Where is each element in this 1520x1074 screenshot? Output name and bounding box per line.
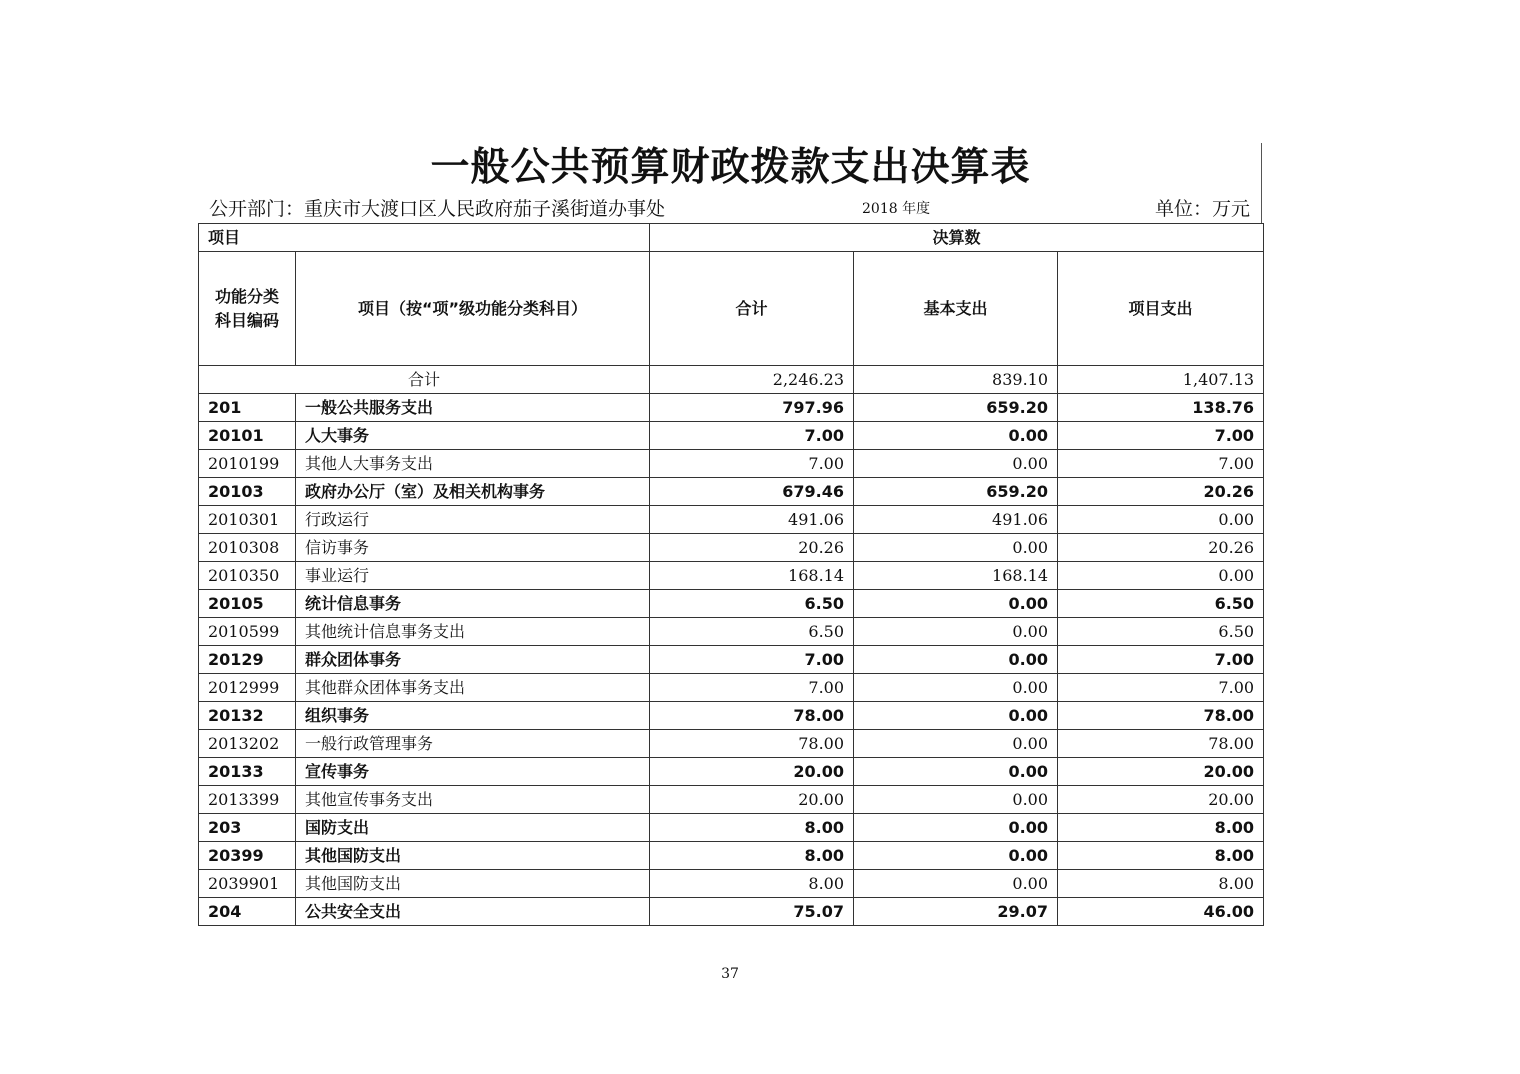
- row-code: 20129: [199, 646, 296, 674]
- row-basic: 0.00: [854, 814, 1058, 842]
- row-basic: 0.00: [854, 842, 1058, 870]
- row-project: 8.00: [1058, 814, 1264, 842]
- table-row: [199, 730, 1264, 758]
- row-code: 2012999: [199, 674, 296, 702]
- summary-total: 2,246.23: [650, 366, 854, 394]
- row-basic: 0.00: [854, 702, 1058, 730]
- row-item-name: 其他宣传事务支出: [296, 786, 650, 814]
- row-basic: 0.00: [854, 870, 1058, 898]
- row-code: 2010199: [199, 450, 296, 478]
- table-row: [199, 786, 1264, 814]
- table-row: [199, 674, 1264, 702]
- table-row: [199, 758, 1264, 786]
- row-total: 20.26: [650, 534, 854, 562]
- row-basic: 29.07: [854, 898, 1058, 926]
- unit-label: 单位：万元: [1154, 198, 1250, 220]
- page-number: 37: [721, 966, 739, 982]
- row-project: 0.00: [1058, 562, 1264, 590]
- summary-row: [199, 366, 1264, 394]
- row-code: 2039901: [199, 870, 296, 898]
- summary-project: 1,407.13: [1058, 366, 1264, 394]
- row-project: 8.00: [1058, 842, 1264, 870]
- table-row: [199, 450, 1264, 478]
- row-code: 2010301: [199, 506, 296, 534]
- row-basic: 0.00: [854, 786, 1058, 814]
- table-row: [199, 842, 1264, 870]
- row-code: 20133: [199, 758, 296, 786]
- row-basic: 0.00: [854, 646, 1058, 674]
- row-total: 20.00: [650, 786, 854, 814]
- row-item-name: 国防支出: [296, 814, 650, 842]
- row-project: 6.50: [1058, 590, 1264, 618]
- row-item-name: 其他群众团体事务支出: [296, 674, 650, 702]
- row-total: 7.00: [650, 674, 854, 702]
- row-project: 46.00: [1058, 898, 1264, 926]
- row-code: 20103: [199, 478, 296, 506]
- header-project-expenditure: 项目支出: [1058, 252, 1264, 366]
- row-item-name: 其他国防支出: [296, 842, 650, 870]
- summary-basic: 839.10: [854, 366, 1058, 394]
- header-code: 功能分类科目编码: [199, 252, 296, 366]
- row-code: 20105: [199, 590, 296, 618]
- row-total: 6.50: [650, 590, 854, 618]
- row-basic: 491.06: [854, 506, 1058, 534]
- table-row: [199, 590, 1264, 618]
- row-code: 20399: [199, 842, 296, 870]
- table-row: [199, 422, 1264, 450]
- row-project: 138.76: [1058, 394, 1264, 422]
- summary-label: 合计: [199, 366, 650, 394]
- row-code: 20132: [199, 702, 296, 730]
- row-project: 6.50: [1058, 618, 1264, 646]
- row-project: 7.00: [1058, 646, 1264, 674]
- table-row: [199, 814, 1264, 842]
- row-code: 2010350: [199, 562, 296, 590]
- row-code: 2013202: [199, 730, 296, 758]
- page-title: 一般公共预算财政拨款支出决算表: [430, 145, 1031, 190]
- row-item-name: 组织事务: [296, 702, 650, 730]
- row-basic: 0.00: [854, 450, 1058, 478]
- table-row: [199, 898, 1264, 926]
- row-total: 7.00: [650, 422, 854, 450]
- row-code: 201: [199, 394, 296, 422]
- row-basic: 659.20: [854, 478, 1058, 506]
- row-item-name: 政府办公厅（室）及相关机构事务: [296, 478, 650, 506]
- row-item-name: 人大事务: [296, 422, 650, 450]
- row-item-name: 其他国防支出: [296, 870, 650, 898]
- row-item-name: 其他人大事务支出: [296, 450, 650, 478]
- row-total: 6.50: [650, 618, 854, 646]
- header-row-2: [199, 252, 1264, 366]
- row-project: 20.00: [1058, 786, 1264, 814]
- row-item-name: 统计信息事务: [296, 590, 650, 618]
- row-code: 2013399: [199, 786, 296, 814]
- header-total: 合计: [650, 252, 854, 366]
- row-project: 20.26: [1058, 478, 1264, 506]
- table-row: [199, 562, 1264, 590]
- row-code: 2010308: [199, 534, 296, 562]
- row-item-name: 一般公共服务支出: [296, 394, 650, 422]
- row-item-name: 公共安全支出: [296, 898, 650, 926]
- table-row: [199, 394, 1264, 422]
- header-basic: 基本支出: [854, 252, 1058, 366]
- row-total: 8.00: [650, 814, 854, 842]
- row-project: 20.26: [1058, 534, 1264, 562]
- row-total: 7.00: [650, 450, 854, 478]
- header-item: 项目（按“项”级功能分类科目）: [296, 252, 650, 366]
- expenditure-table: [198, 223, 1264, 926]
- row-project: 78.00: [1058, 730, 1264, 758]
- table-row: [199, 534, 1264, 562]
- table-row: [199, 870, 1264, 898]
- row-project: 0.00: [1058, 506, 1264, 534]
- header-project: 项目: [199, 224, 650, 252]
- row-basic: 0.00: [854, 534, 1058, 562]
- table-row: [199, 702, 1264, 730]
- row-basic: 659.20: [854, 394, 1058, 422]
- row-total: 491.06: [650, 506, 854, 534]
- table-row: [199, 478, 1264, 506]
- row-code: 2010599: [199, 618, 296, 646]
- fiscal-year: 2018 年度: [862, 201, 931, 217]
- row-project: 8.00: [1058, 870, 1264, 898]
- row-item-name: 群众团体事务: [296, 646, 650, 674]
- row-project: 7.00: [1058, 674, 1264, 702]
- header-row-1: [199, 224, 1264, 252]
- row-item-name: 事业运行: [296, 562, 650, 590]
- row-total: 78.00: [650, 730, 854, 758]
- row-basic: 0.00: [854, 590, 1058, 618]
- header-right-rule: [1261, 143, 1262, 223]
- row-item-name: 一般行政管理事务: [296, 730, 650, 758]
- row-item-name: 宣传事务: [296, 758, 650, 786]
- row-total: 679.46: [650, 478, 854, 506]
- row-total: 8.00: [650, 870, 854, 898]
- row-code: 20101: [199, 422, 296, 450]
- row-total: 7.00: [650, 646, 854, 674]
- row-basic: 168.14: [854, 562, 1058, 590]
- row-basic: 0.00: [854, 674, 1058, 702]
- row-project: 7.00: [1058, 422, 1264, 450]
- row-basic: 0.00: [854, 618, 1058, 646]
- row-project: 20.00: [1058, 758, 1264, 786]
- row-total: 8.00: [650, 842, 854, 870]
- row-total: 78.00: [650, 702, 854, 730]
- row-basic: 0.00: [854, 730, 1058, 758]
- row-total: 168.14: [650, 562, 854, 590]
- department-label: 公开部门：重庆市大渡口区人民政府茄子溪街道办事处: [209, 198, 666, 220]
- row-item-name: 行政运行: [296, 506, 650, 534]
- row-item-name: 其他统计信息事务支出: [296, 618, 650, 646]
- table-row: [199, 646, 1264, 674]
- row-total: 797.96: [650, 394, 854, 422]
- table-row: [199, 618, 1264, 646]
- row-basic: 0.00: [854, 422, 1058, 450]
- header-settlement: 决算数: [650, 224, 1264, 252]
- row-basic: 0.00: [854, 758, 1058, 786]
- table-row: [199, 506, 1264, 534]
- row-code: 203: [199, 814, 296, 842]
- row-code: 204: [199, 898, 296, 926]
- row-total: 75.07: [650, 898, 854, 926]
- row-project: 78.00: [1058, 702, 1264, 730]
- row-total: 20.00: [650, 758, 854, 786]
- row-project: 7.00: [1058, 450, 1264, 478]
- row-item-name: 信访事务: [296, 534, 650, 562]
